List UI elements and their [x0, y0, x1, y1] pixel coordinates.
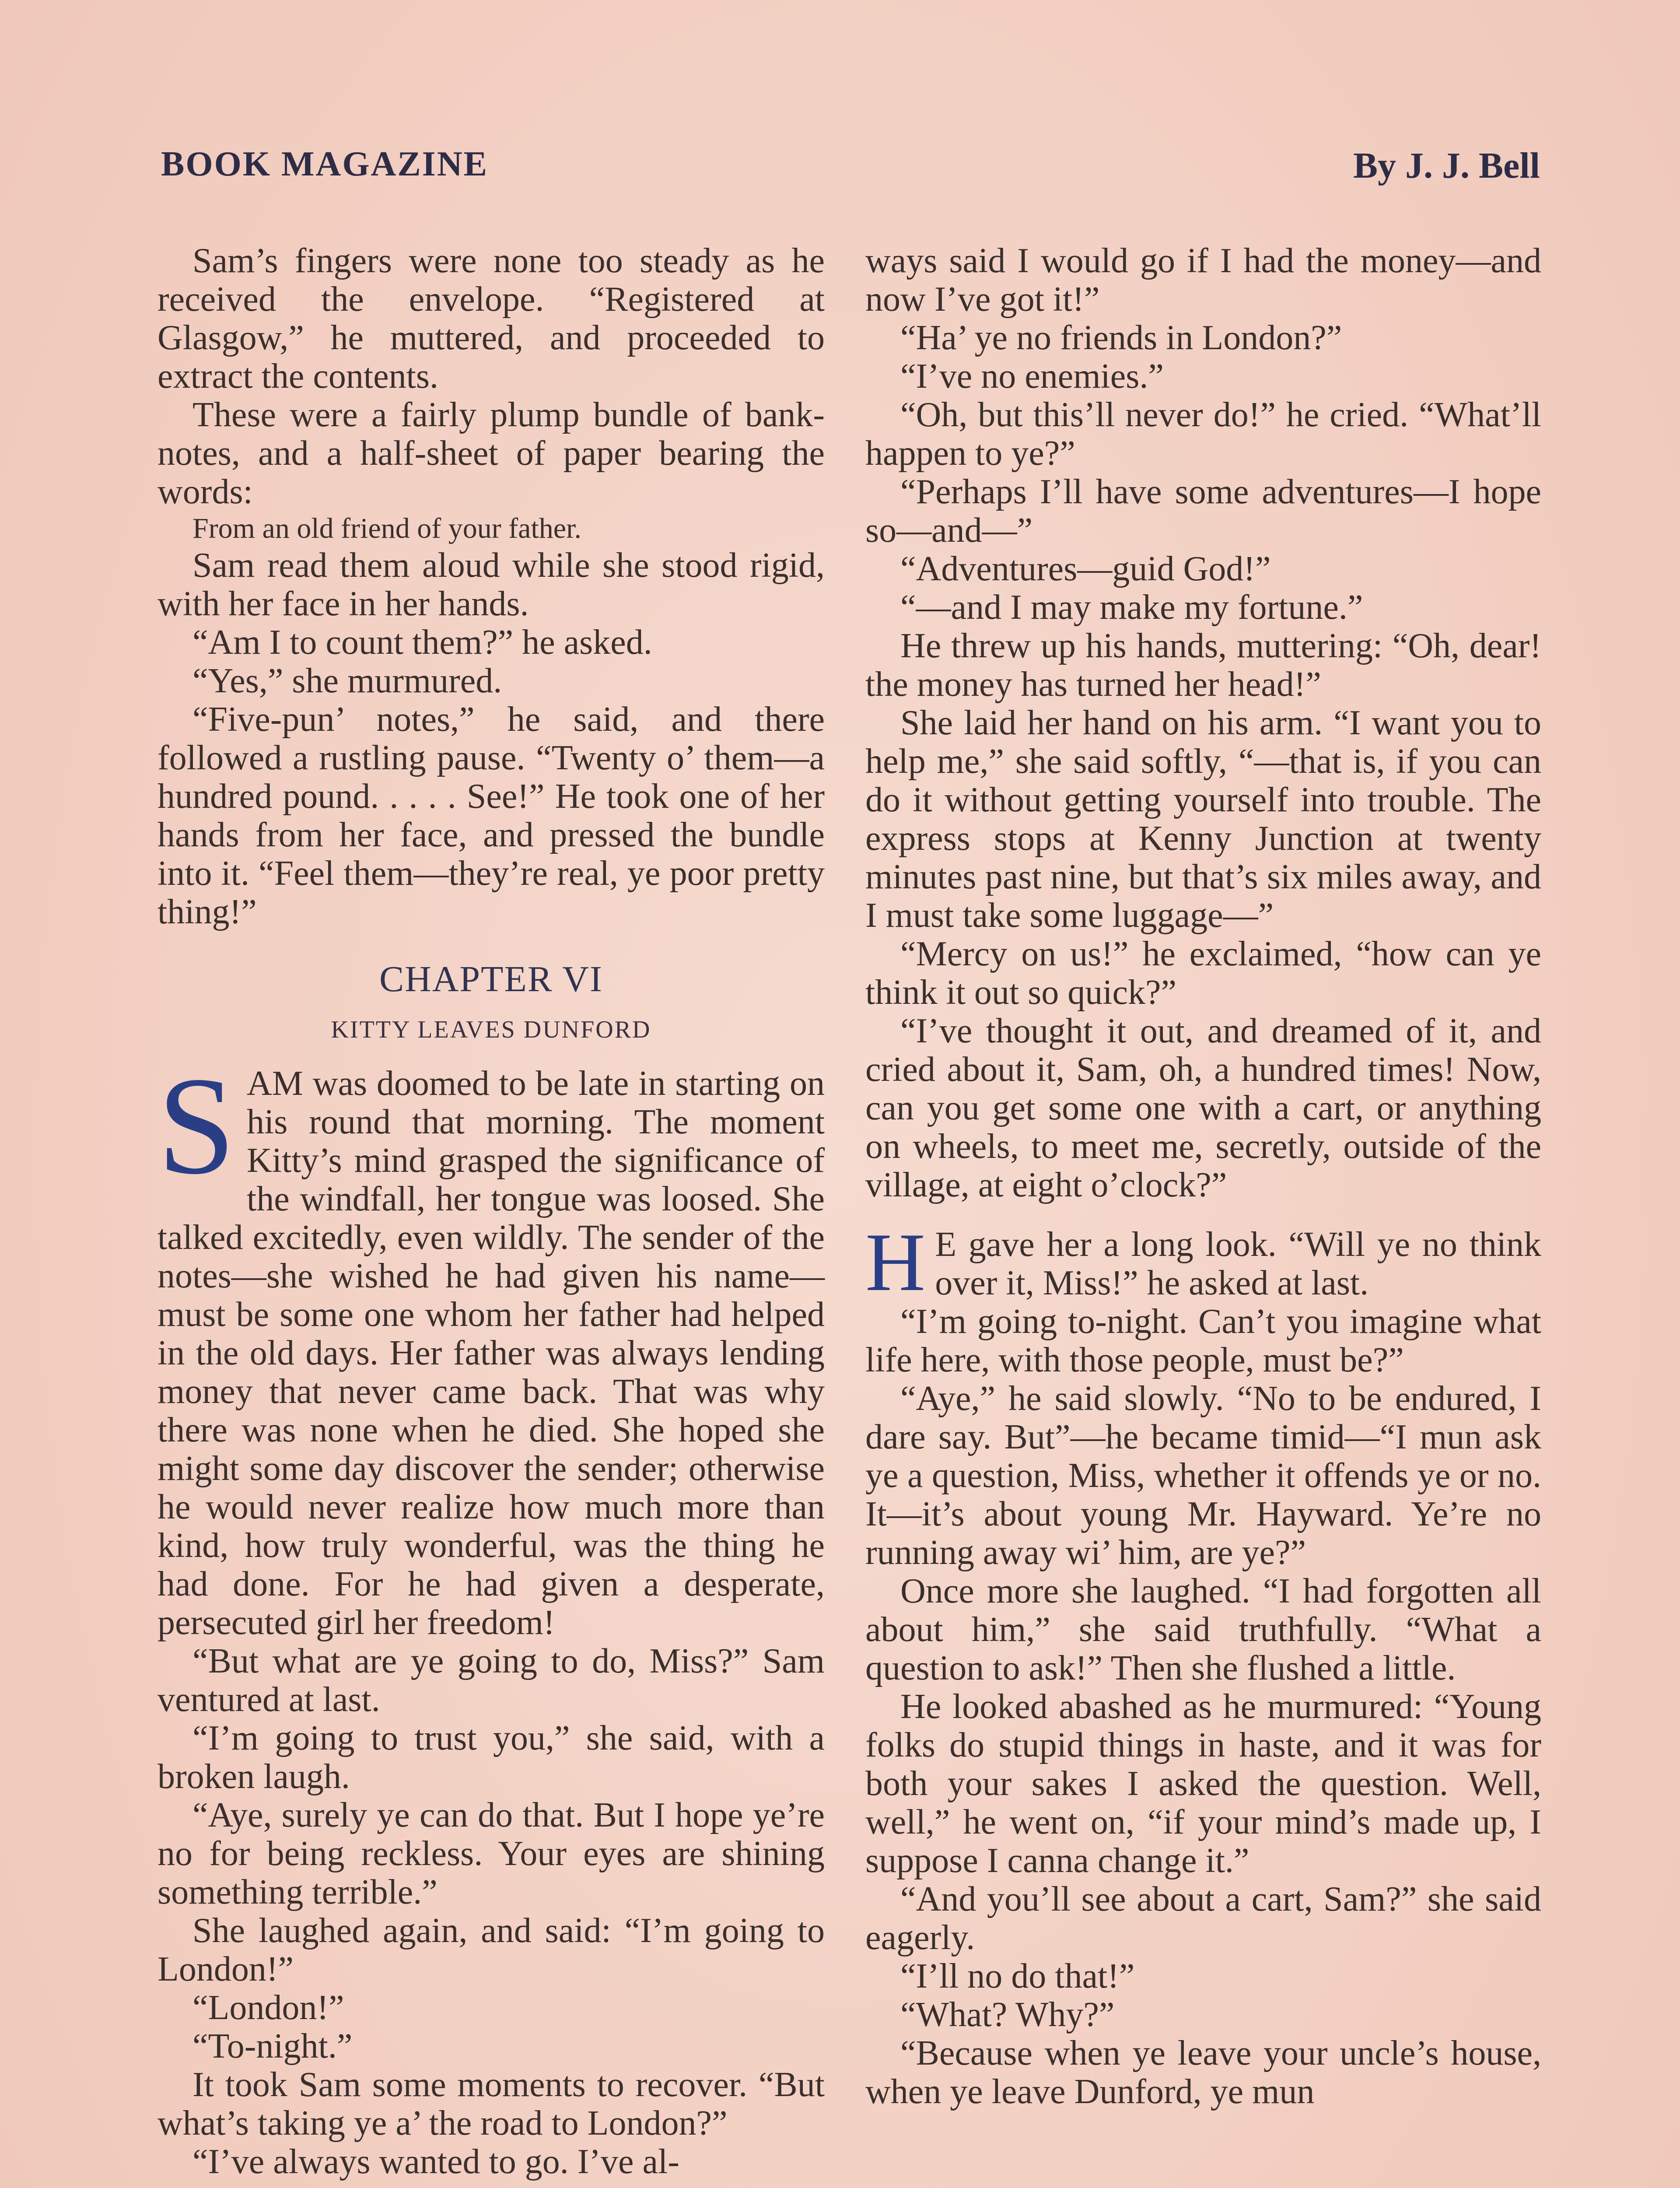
note-quote: From an old friend of your father.: [192, 512, 581, 544]
paragraph: “I’ve thought it out, and dreamed of it, and cried about it, Sam, oh, a hundred times! Now, can you get some one with a cart, or anything on wheels, to meet me, secretly, outside of the village, at eight o’clock?”: [865, 1012, 1541, 1204]
paragraph: “Oh, but this’ll never do!” he cried. “What’ll happen to ye?”: [865, 396, 1541, 473]
paragraph-text: E gave her a long look. “Will ye no think over it, Miss!” he asked at last.: [935, 1225, 1541, 1302]
paragraph: “Aye,” he said slowly. “No to be endured, I dare say. But”—he became timid—“I mun ask ye a question, Miss, whether it offends ye or no. It—it’s about young Mr. Hayward. Ye’re no running away wi’ him, are ye?”: [865, 1379, 1541, 1572]
paragraph: “Am I to count them?” he asked.: [192, 623, 652, 662]
author-byline: By J. J. Bell: [1353, 145, 1540, 186]
paragraph: “London!”: [192, 1988, 344, 2027]
paragraph: “Perhaps I’ll have some adventures—I hope so—and—”: [865, 473, 1541, 550]
running-head: [0, 144, 1680, 193]
paragraph: “I’m going to-night. Can’t you imagine what life here, with those people, must be?”: [865, 1302, 1541, 1379]
paragraph: “Yes,” she murmured.: [192, 662, 502, 700]
paragraph: Sam’s fingers were none too steady as he received the envelope. “Registered at Glasgow,” he muttered, and proceeded to extract the contents.: [158, 242, 825, 396]
paragraph: “—and I may make my fortune.”: [900, 588, 1363, 627]
paragraph: “And you’ll see about a cart, Sam?” she said eagerly.: [865, 1880, 1541, 1957]
paragraph: “What? Why?”: [900, 1995, 1115, 2034]
paragraph: These were a fairly plump bundle of bank-notes, and a half-sheet of paper bearing the words:: [158, 396, 825, 511]
paragraph: “I’ve no enemies.”: [900, 357, 1164, 396]
paragraph: “But what are ye going to do, Miss?” Sam ventured at last.: [158, 1642, 825, 1719]
paragraph: “Aye, surely ye can do that. But I hope ye’re no for being reckless. Your eyes are shining something terrible.”: [158, 1796, 825, 1911]
paragraph: She laughed again, and said: “I’m going to London!”: [158, 1911, 825, 1988]
paragraph: “Five-pun’ notes,” he said, and there followed a rustling pause. “Twenty o’ them—a hundred pound. . . . . See!” He took one of her hands from her face, and pressed the bundle into it. “Feel them—they’re real, ye poor pretty thing!”: [158, 700, 825, 931]
paragraph: “I’ve always wanted to go. I’ve al-: [192, 2142, 679, 2181]
paragraph: “I’m going to trust you,” she said, with a broken laugh.: [158, 1719, 825, 1796]
paragraph: “Ha’ ye no friends in London?”: [900, 319, 1342, 357]
paragraph: “To-night.”: [192, 2027, 353, 2065]
drop-cap-letter: H: [865, 1217, 926, 1308]
paragraph: “I’ll no do that!”: [900, 1957, 1135, 1995]
left-column: [158, 242, 825, 2181]
magazine-title: BOOK MAGAZINE: [161, 145, 488, 183]
paragraph: She laid her hand on his arm. “I want you to help me,” she said softly, “—that is, if you can do it without getting yourself into trouble. The express stops at Kenny Junction at twenty minutes past nine, but that’s six miles away, and I must take some luggage—”: [865, 704, 1541, 935]
drop-cap-letter: S: [158, 1048, 235, 1203]
paragraph: He looked abashed as he murmured: “Young folks do stupid things in haste, and it was for both your sakes I asked the question. Well, well,” he went on, “if your mind’s made up, I suppose I canna change it.”: [865, 1687, 1541, 1880]
paragraph: ways said I would go if I had the money—and now I’ve got it!”: [865, 242, 1541, 319]
paragraph-text: AM was doomed to be late in starting on his round that morning. The moment Kitty’s mind grasped the significance of the windfall, her tongue was loosed. She talked excitedly, even wildly. The sender of the notes—she wished he had given his name—must be some one whom her father had helped in the old days. Her father was always lending money that never came back. That was why there was none when he died. She hoped she might some day discover the sender; otherwise he would never realize how much more than kind, how truly wonderful, was the thing he had done. For he had given a desperate, persecuted girl her freedom!: [158, 1064, 825, 1642]
opening-paragraph: [158, 1048, 825, 1642]
chapter-subtitle: KITTY LEAVES DUNFORD: [331, 1016, 651, 1043]
chapter-title: CHAPTER VI: [379, 959, 603, 999]
paragraph: “Mercy on us!” he exclaimed, “how can ye think it out so quick?”: [865, 935, 1541, 1012]
paragraph: “Because when ye leave your uncle’s house, when ye leave Dunford, ye mun: [865, 2034, 1541, 2111]
paragraph: Once more she laughed. “I had forgotten all about him,” she said truthfully. “What a question to ask!” Then she flushed a little.: [865, 1572, 1541, 1687]
paragraph: Sam read them aloud while she stood rigid, with her face in her hands.: [158, 546, 825, 623]
paragraph: It took Sam some moments to recover. “But what’s taking ye a’ the road to London?”: [158, 2065, 825, 2142]
paragraph: “Adventures—guid God!”: [900, 550, 1271, 588]
section-opening-paragraph: [865, 1217, 1541, 1308]
section-break: [865, 1204, 1541, 1225]
paragraph: He threw up his hands, muttering: “Oh, dear! the money has turned her head!”: [865, 627, 1541, 704]
right-column: [865, 242, 1541, 2111]
